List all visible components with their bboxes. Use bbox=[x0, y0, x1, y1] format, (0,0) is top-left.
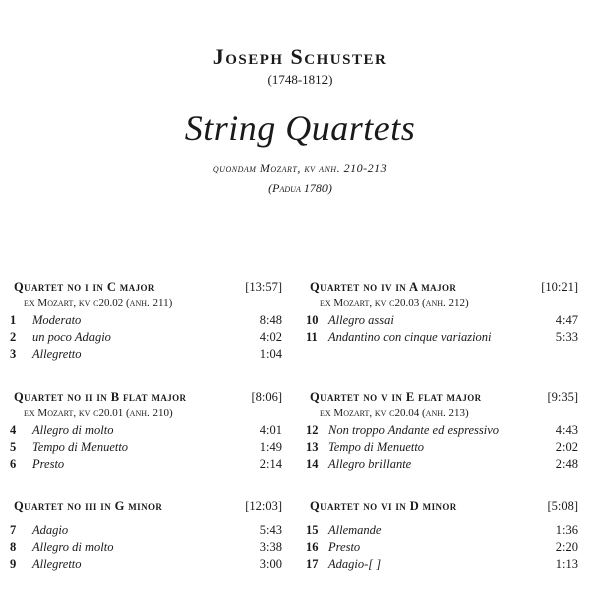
track-duration: 1:13 bbox=[555, 557, 578, 571]
track-row bbox=[10, 422, 282, 439]
track-title: Adagio-[ ] bbox=[328, 557, 382, 571]
track-title: Allegretto bbox=[32, 347, 82, 361]
track-title: Allegro assai bbox=[328, 313, 394, 327]
track-row bbox=[10, 539, 282, 556]
quartet-duration: [13:57] bbox=[245, 280, 282, 294]
quartet-attribution: ex Mozart, kv c20.03 (anh. 212) bbox=[320, 297, 469, 309]
track-title: Presto bbox=[32, 457, 65, 471]
quartet-4 bbox=[306, 278, 578, 346]
track-row bbox=[306, 439, 578, 456]
track-duration: 5:43 bbox=[259, 523, 282, 537]
track-row bbox=[306, 522, 578, 539]
quartet-attribution: ex Mozart, kv c20.01 (anh. 210) bbox=[24, 407, 173, 419]
track-number: 15 bbox=[306, 523, 319, 537]
track-row bbox=[306, 456, 578, 473]
track-duration: 2:20 bbox=[555, 540, 578, 554]
track-number: 1 bbox=[10, 313, 17, 327]
composer-name: Joseph Schuster bbox=[212, 44, 388, 69]
track-duration: 4:43 bbox=[555, 423, 578, 437]
track-number: 9 bbox=[10, 557, 17, 571]
track-title: Tempo di Menuetto bbox=[32, 440, 129, 454]
track-title: Allegretto bbox=[32, 557, 82, 571]
track-row bbox=[10, 312, 282, 329]
track-duration: 2:48 bbox=[555, 457, 578, 471]
track-row bbox=[306, 422, 578, 439]
track-title: Adagio bbox=[32, 523, 69, 537]
track-title: un poco Adagio bbox=[32, 330, 111, 344]
track-duration: 4:01 bbox=[259, 423, 282, 437]
quartet-duration: [12:03] bbox=[245, 499, 282, 513]
track-number: 11 bbox=[306, 330, 318, 344]
track-row bbox=[10, 346, 282, 363]
quartet-duration: [9:35] bbox=[547, 390, 578, 404]
track-title: Tempo di Menuetto bbox=[328, 440, 425, 454]
album-place: (Padua 1780) bbox=[268, 181, 332, 195]
track-number: 3 bbox=[10, 347, 17, 361]
track-row bbox=[306, 539, 578, 556]
track-duration: 8:48 bbox=[259, 313, 282, 327]
track-title: Allegro di molto bbox=[32, 423, 114, 437]
track-duration: 1:36 bbox=[555, 523, 578, 537]
track-title: Non troppo Andante ed espressivo bbox=[328, 423, 500, 437]
quartet-title: Quartet no ii in B flat major bbox=[14, 390, 187, 404]
track-title: Presto bbox=[328, 540, 361, 554]
quartet-duration: [5:08] bbox=[547, 499, 578, 513]
track-number: 8 bbox=[10, 540, 17, 554]
track-row bbox=[10, 329, 282, 346]
track-number: 2 bbox=[10, 330, 17, 344]
track-title: Andantino con cinque variazioni bbox=[328, 330, 492, 344]
track-duration: 3:38 bbox=[259, 540, 282, 554]
track-number: 12 bbox=[306, 423, 319, 437]
composer-dates: (1748-1812) bbox=[267, 72, 333, 87]
track-row bbox=[306, 329, 578, 346]
track-duration: 2:02 bbox=[555, 440, 578, 454]
track-number: 5 bbox=[10, 440, 17, 454]
quartet-6 bbox=[306, 497, 578, 573]
quartet-title: Quartet no vi in D minor bbox=[310, 499, 457, 513]
track-number: 7 bbox=[10, 523, 17, 537]
track-duration: 4:47 bbox=[555, 313, 578, 327]
quartet-1 bbox=[10, 278, 282, 363]
track-number: 17 bbox=[306, 557, 319, 571]
track-row bbox=[306, 312, 578, 329]
track-duration: 4:02 bbox=[259, 330, 282, 344]
track-duration: 2:14 bbox=[259, 457, 282, 471]
track-title: Allemande bbox=[328, 523, 382, 537]
track-number: 16 bbox=[306, 540, 319, 554]
quartet-5 bbox=[306, 388, 578, 473]
quartet-2 bbox=[10, 388, 282, 473]
track-duration: 5:33 bbox=[555, 330, 578, 344]
track-number: 4 bbox=[10, 423, 17, 437]
track-duration: 1:49 bbox=[259, 440, 282, 454]
quartet-title: Quartet no iii in G minor bbox=[14, 499, 163, 513]
track-row bbox=[10, 556, 282, 573]
quartet-title: Quartet no v in E flat major bbox=[310, 390, 482, 404]
track-duration: 1:04 bbox=[259, 347, 282, 361]
quartet-duration: [8:06] bbox=[251, 390, 282, 404]
quartet-attribution: ex Mozart, kv c20.04 (anh. 213) bbox=[320, 407, 469, 419]
track-row bbox=[306, 556, 578, 573]
track-row bbox=[10, 456, 282, 473]
track-number: 13 bbox=[306, 440, 319, 454]
quartet-title: Quartet no i in C major bbox=[14, 280, 155, 294]
quartet-duration: [10:21] bbox=[541, 280, 578, 294]
quartet-3 bbox=[10, 497, 282, 573]
track-title: Allegro di molto bbox=[32, 540, 114, 554]
track-title: Moderato bbox=[32, 313, 82, 327]
track-number: 10 bbox=[306, 313, 319, 327]
quartet-attribution: ex Mozart, kv c20.02 (anh. 211) bbox=[24, 297, 173, 309]
track-row bbox=[10, 439, 282, 456]
track-number: 6 bbox=[10, 457, 17, 471]
album-subtitle: quondam Mozart, kv anh. 210-213 bbox=[212, 161, 388, 175]
quartet-title: Quartet no iv in A major bbox=[310, 280, 457, 294]
track-number: 14 bbox=[306, 457, 319, 471]
track-row bbox=[10, 522, 282, 539]
track-title: Allegro brillante bbox=[328, 457, 412, 471]
album-title: String Quartets bbox=[184, 108, 416, 148]
track-duration: 3:00 bbox=[259, 557, 282, 571]
